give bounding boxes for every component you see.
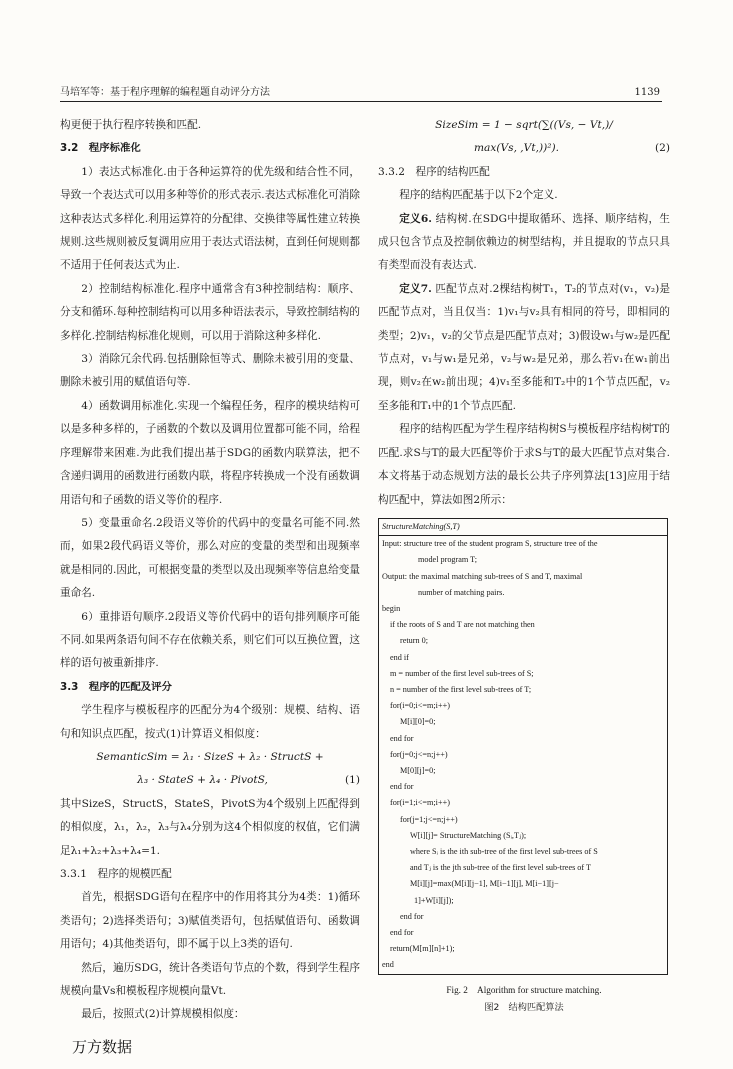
algorithm-line: for(j=1;j<=n;j++) bbox=[400, 814, 458, 824]
paragraph-size-similarity: 最后，按照式(2)计算规模相似度： bbox=[81, 1008, 245, 1021]
algorithm-output-line-1: Output: the maximal matching sub-trees of S and T, maximal bbox=[382, 571, 583, 581]
algorithm-body bbox=[379, 601, 667, 974]
paragraph-reorder: 6）重排语句顺序.2段语义等价代码中的语句排列顺序可能不同.如果两条语句间不存在依赖关系，则它们可以互换位置，这样的语句被重新排序. bbox=[60, 610, 360, 670]
algorithm-line: 1]+W[i][j]); bbox=[414, 895, 454, 905]
paragraph-variable-rename: 5）变量重命名.2段语义等价的代码中的变量名可能不同.然而，如果2段代码语义等价，那么对应的变量的类型和出现频率就是相同的.因此，可根据变量的类型以及出现频率等信息给变量重命名. bbox=[60, 516, 360, 600]
paragraph-size-vectors: 然后，遍历SDG，统计各类语句节点的个数，得到学生程序规模向量Vs和模板程序规模向量Vt. bbox=[60, 961, 360, 998]
equation-1-line-1: SemanticSim = λ₁ · SizeS + λ₂ · StructS + bbox=[96, 750, 324, 763]
definition-7-text: 匹配节点对.2棵结构树T₁，T₂的节点对(v₁，v₂)是匹配节点对，当且仅当：1)v₁与v₂具有相同的符号，即相同的类型；2)v₁，v₂的父节点是匹配节点对；3)假设w₁与w₂是匹配节点对，v₁与w₁是兄弟，v₂与w₂是兄弟，那么若v₁在w₁前出现，则v₂在w₂前出现；4)v₁至多能和T₂中的1个节点匹配，v₂至多能和T₁中的1个节点匹配. bbox=[378, 282, 671, 412]
algorithm-line: where Sᵢ is the ith sub-tree of the first level sub-trees of S bbox=[410, 846, 598, 856]
algorithm-line: for(i=0;i<=m;i++) bbox=[390, 701, 450, 711]
algorithm-line: return 0; bbox=[400, 636, 428, 646]
algorithm-line: M[i][j]=max(M[i][j−1], M[i−1][j], M[i−1][j− bbox=[410, 879, 559, 889]
definition-6 bbox=[378, 208, 670, 278]
paragraph-continuation: 构更便于执行程序转换和匹配. bbox=[60, 119, 202, 131]
definition-7 bbox=[378, 278, 670, 418]
algorithm-line: for(i=1;i<=m;i++) bbox=[390, 798, 450, 808]
algorithm-line: end for bbox=[390, 782, 414, 792]
paragraph-redundant-code: 3）消除冗余代码.包括删除恒等式、删除未被引用的变量、删除未被引用的赋值语句等. bbox=[60, 353, 360, 389]
paragraph-matching-levels: 学生程序与模板程序的匹配分为4个级别：规模、结构、语句和知识点匹配，按式(1)计算语义相似度： bbox=[60, 704, 360, 740]
right-column bbox=[378, 114, 670, 1017]
algorithm-title: StructureMatching(S,T) bbox=[379, 519, 667, 536]
paragraph-function-call: 4）函数调用标准化.实现一个编程任务，程序的模块结构可以是多种多样的，子函数的个数以及调用位置都可能不同，给程序理解带来困难.为此我们提出基于SDG的函数内联算法，把不含递归调用的函数进行函数内联，将程序转换成一个没有函数调用语句和子函数的语义等价的程序. bbox=[60, 399, 360, 506]
algorithm-box bbox=[378, 518, 668, 975]
algorithm-line: end if bbox=[390, 652, 409, 662]
paragraph-structure-matching: 程序的结构匹配为学生程序结构树S与模板程序结构树T的匹配.求S与T的最大匹配等价于求S与T的最大匹配节点对集合.本文将基于动态规划方法的最长公共子序列算法[13]应用于结构匹配中，算法如图2所示： bbox=[378, 423, 670, 506]
section-heading-3-3-2: 3.3.2 程序的结构匹配 bbox=[378, 165, 490, 178]
algorithm-line: M[0][j]=0; bbox=[400, 765, 436, 775]
algorithm-line: for(j=0;j<=n;j++) bbox=[390, 749, 448, 759]
definition-6-label: 定义6. bbox=[399, 212, 432, 225]
paragraph-control-normalization: 2）控制结构标准化.程序中通常含有3种控制结构：顺序、分支和循环.每种控制结构可以用多种语法表示，导致控制结构的多样化.控制结构标准化规则，可以用于消除这种多样化. bbox=[60, 282, 360, 342]
algorithm-line: M[i][0]=0; bbox=[400, 717, 436, 727]
algorithm-line: m = number of the first level sub-trees of S; bbox=[390, 668, 534, 678]
paragraph-statement-categories: 首先，根据SDG语句在程序中的作用将其分为4类：1)循环类语句；2)选择类语句；3)赋值类语句，包括赋值语句、函数调用语句；4)其他类语句，即不属于以上3类的语句. bbox=[60, 891, 360, 951]
equation-2-text: max(Vs, ,Vt,))²). bbox=[474, 142, 559, 155]
section-heading-3-3-1: 3.3.1 程序的规模匹配 bbox=[60, 868, 172, 880]
algorithm-input bbox=[379, 536, 667, 568]
figure-caption-english: Fig. 2 Algorithm for structure matching. bbox=[446, 984, 602, 995]
equation-1-number: (1) bbox=[344, 774, 360, 787]
figure-caption-chinese: 图2 结构匹配算法 bbox=[484, 1001, 564, 1013]
equation-2-number: (2) bbox=[654, 142, 670, 155]
running-title: 马培军等：基于程序理解的编程题自动评分方法 bbox=[60, 87, 270, 98]
algorithm-output-line-2: number of matching pairs. bbox=[418, 587, 505, 597]
left-column bbox=[60, 114, 360, 1027]
algorithm-line: return(M[m][n]+1); bbox=[390, 944, 455, 954]
section-heading-3-2: 3.2 程序标准化 bbox=[60, 142, 141, 155]
definition-6-text: 结构树.在SDG中提取循环、选择、顺序结构，生成只包含节点及控制依赖边的树型结构，并且提取的节点只具有类型而没有表达式. bbox=[378, 212, 670, 272]
paragraph-structure-intro: 程序的结构匹配基于以下2个定义. bbox=[399, 189, 558, 202]
paragraph-expression-normalization: 1）表达式标准化.由于各种运算符的优先级和结合性不同，导致一个表达式可以用多种等价的形式表示.表达式标准化可消除这种表达式多样化.利用运算符的分配律、交换律等属性建立转换规则.这些规则被反复调用应用于表达式语法树，直到任何规则都不适用于任何表达式为止. bbox=[60, 165, 360, 272]
section-heading-3-3: 3.3 程序的匹配及评分 bbox=[60, 680, 172, 693]
algorithm-line: end for bbox=[400, 911, 424, 921]
running-header bbox=[60, 82, 660, 98]
algorithm-line: n = number of the first level sub-trees of T; bbox=[390, 684, 532, 694]
equation-1-line-2 bbox=[60, 769, 360, 792]
algorithm-line: end for bbox=[390, 733, 414, 743]
algorithm-line: end for bbox=[390, 927, 414, 937]
watermark: 万方数据 bbox=[72, 1038, 133, 1056]
algorithm-line: if the roots of S and T are not matching then bbox=[390, 620, 535, 630]
algorithm-input-line-1: Input: structure tree of the student program S, structure tree of the bbox=[382, 539, 598, 549]
header-rule bbox=[60, 101, 662, 102]
algorithm-line: W[i][j]= StructureMatching (Sᵢ,Tⱼ); bbox=[410, 830, 527, 840]
algorithm-input-line-2: model program T; bbox=[418, 555, 477, 565]
equation-2-line-2 bbox=[378, 137, 670, 160]
equation-2-line-1: SizeSim = 1 − sqrt(∑((Vs, − Vt,)/ bbox=[435, 119, 613, 131]
page-number: 1139 bbox=[634, 87, 660, 98]
definition-7-label: 定义7. bbox=[399, 282, 432, 295]
paragraph-equation-1-explanation: 其中SizeS，StructS，StateS，PivotS为4个级别上匹配得到的相似度，λ₁，λ₂，λ₃与λ₄分别为这4个相似度的权值，它们满足λ₁+λ₂+λ₃+λ₄=1. bbox=[60, 797, 360, 857]
algorithm-line: begin bbox=[382, 603, 401, 613]
algorithm-line: and Tⱼ is the jth sub-tree of the first level sub-trees of T bbox=[410, 863, 592, 873]
algorithm-output bbox=[379, 569, 667, 601]
algorithm-line: end bbox=[382, 960, 394, 970]
equation-1-text: λ₃ · StateS + λ₄ · PivotS, bbox=[137, 774, 268, 787]
